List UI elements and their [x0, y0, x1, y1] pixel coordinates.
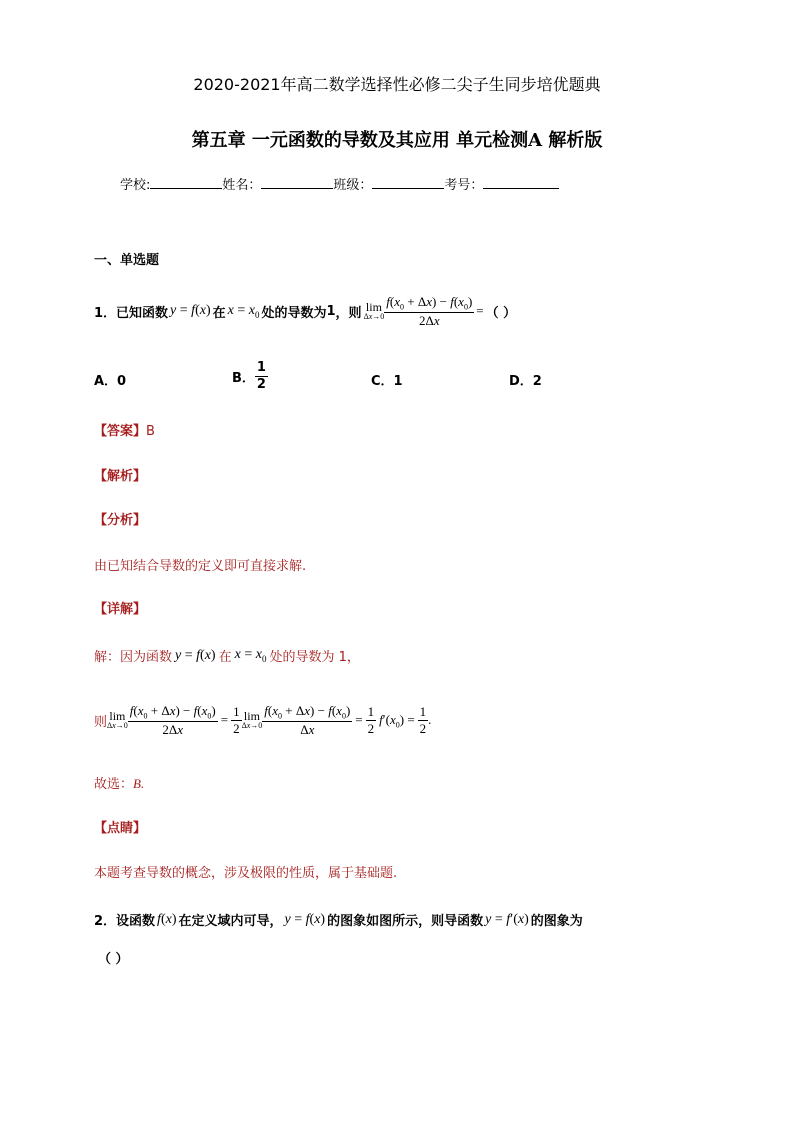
q1-option-b[interactable]: [232, 360, 268, 392]
dianjing-tag: 【点睛】: [94, 821, 147, 836]
dianjing-text: 本题考查导数的概念，涉及极限的性质，属于基础题.: [94, 866, 398, 881]
document-title: 2020-2021年高二数学选择性必修二尖子生同步培优题典: [193, 75, 601, 94]
q2-prefix: 2．设函数: [94, 914, 156, 929]
solution-line-1: [94, 646, 360, 665]
q1-one: 1: [326, 303, 336, 319]
fenxi-text: 由已知结合导数的定义即可直接求解.: [94, 559, 307, 574]
school-blank[interactable]: [150, 176, 222, 189]
q1-option-d[interactable]: D．2: [509, 374, 542, 389]
q1-mid1: 在: [212, 305, 226, 321]
analysis-tag: 【解析】: [94, 469, 147, 484]
name-blank[interactable]: [261, 176, 333, 189]
q1-option-a[interactable]: A．0: [94, 374, 127, 389]
info-fields: [120, 174, 559, 193]
solution-point-expr: $x = x_0$: [234, 647, 267, 664]
q1-prefix: 1．已知函数: [94, 305, 169, 321]
fenxi-tag: 【分析】: [94, 513, 147, 528]
answer-value: B: [146, 424, 155, 439]
solution-prefix: 解：因为函数: [94, 650, 173, 665]
answer-tag: 【答案】: [94, 424, 147, 439]
document-subtitle: 第五章 一元函数的导数及其应用 单元检测A 解析版: [191, 130, 603, 151]
q1-point-expr: $x = x_0$: [227, 302, 260, 320]
q1-option-b-label: B．: [232, 370, 255, 386]
q1-limit: lim Δx→0: [363, 300, 385, 322]
q2-blank: （ ）: [98, 952, 129, 967]
q2-stem: 2．设函数 f(x) 在定义域内可导， y = f(x) 的图象如图所示，则导函数 y = f′(x) 的图象为: [94, 911, 583, 929]
class-label: 班级：: [333, 178, 373, 193]
q1-fraction: $\frac{f(x_0 + \Delta x) - f(x_0)}{2\Delta x}$: [386, 294, 473, 329]
q1-mid3: ，则: [335, 305, 362, 321]
section-heading: 一、单选题: [94, 253, 160, 268]
solution-mid1: 在: [218, 650, 232, 665]
q1-answer: [94, 420, 155, 439]
class-blank[interactable]: [372, 176, 444, 189]
solution-choose: 故选：B.: [94, 776, 145, 792]
name-label: 姓名：: [222, 178, 262, 193]
exam-number-blank[interactable]: [483, 176, 559, 189]
school-label: 学校:: [120, 178, 151, 193]
q1-option-c[interactable]: C．1: [371, 374, 403, 389]
solution-then: 则: [94, 714, 108, 730]
exam-number-label: 考号：: [444, 178, 484, 193]
q2-mid2: 的图象如图所示，则导函数: [327, 914, 484, 929]
solution-equation: 则 lim Δx→0 $\frac{f(x_0 + \Delta x) - f(x_0)}{2\Delta x}$ = $\frac{1}{2}$ lim Δx→0 $\frac{f(x_0 + \Delta x) - f(x_0)}{\Delta x}$ = $\frac{1}{2}$ $f'(x_0)$ = $\frac{1}{2}$ .: [94, 703, 432, 738]
solution-func-expr: y = f(x): [175, 647, 216, 663]
xiangjie-tag: 【详解】: [94, 602, 147, 617]
q1-mid2: 处的导数为: [261, 305, 327, 321]
q2-mid1: 在定义域内可导，: [178, 914, 283, 929]
solution-mid2: 处的导数为 1，: [269, 650, 360, 665]
q1-func-expr: y = f(x): [170, 303, 211, 319]
q1-stem: 1．已知函数 y = f(x) 在 $x = x_0$ 处的导数为 1 ，则 lim Δx→0 $\frac{f(x_0 + \Delta x) - f(x_0)}{2\Delta x}$ = （ ）: [94, 294, 517, 329]
q1-option-b-fraction: $\frac{1}{2}$: [256, 360, 266, 392]
q2-end: 的图象为: [530, 914, 583, 929]
q1-end: （ ）: [485, 305, 517, 321]
